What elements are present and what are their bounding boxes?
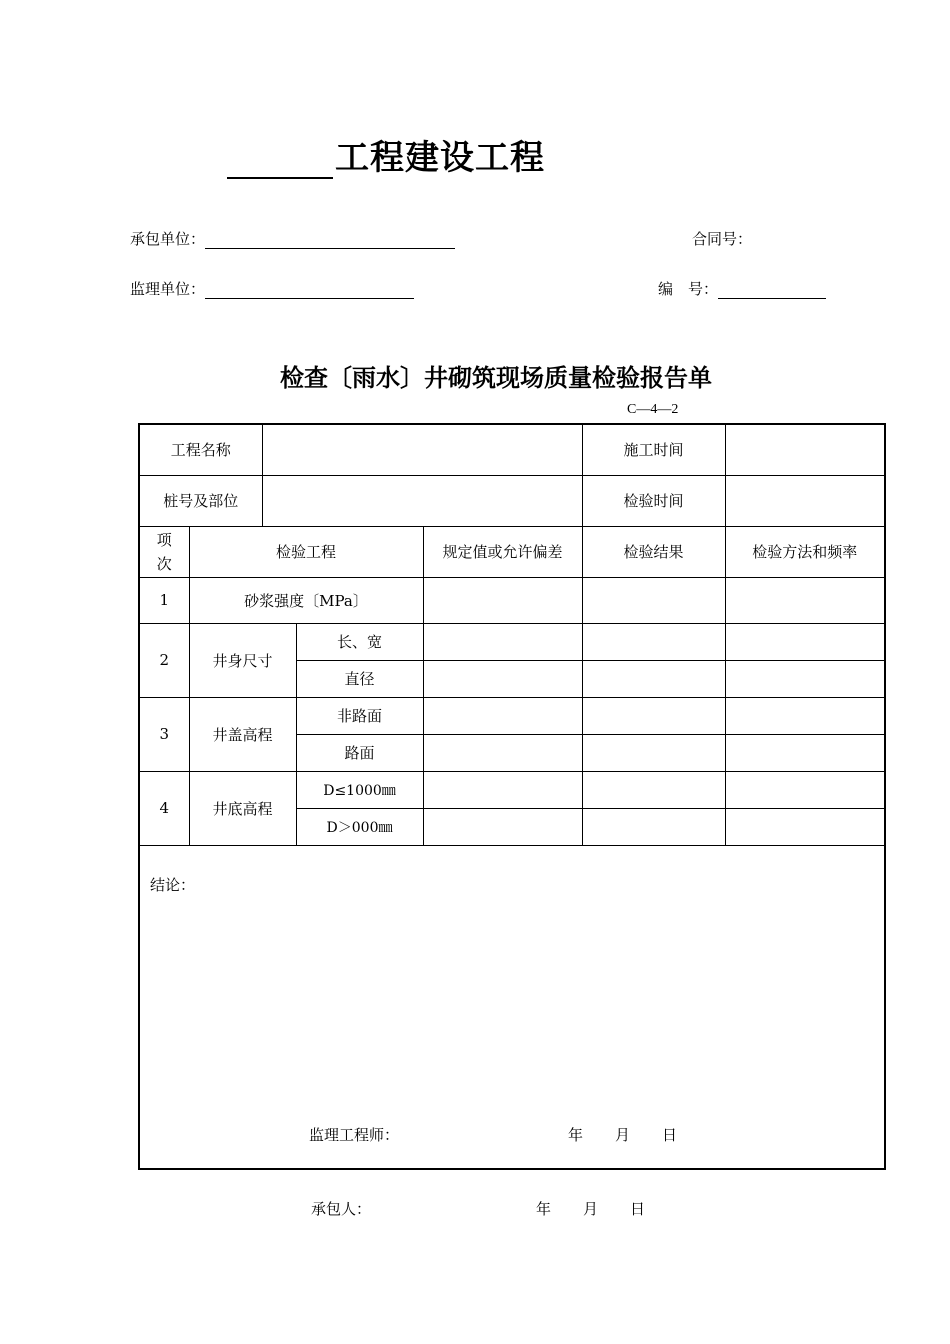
day-label: 日 [662, 1125, 678, 1144]
station-label: 桩号及部位 [139, 475, 262, 526]
conclusion-label: 结论： [150, 875, 196, 894]
year-label: 年 [536, 1200, 552, 1218]
row-no: 1 [139, 577, 189, 623]
method-cell[interactable] [725, 577, 885, 623]
header-result: 检验结果 [582, 526, 725, 577]
row-sub: 长、宽 [296, 623, 423, 660]
month-label: 月 [615, 1125, 631, 1144]
form-code: C—4—2 [627, 402, 679, 417]
contractor-date [536, 1198, 677, 1219]
spec-cell[interactable] [423, 734, 582, 771]
spec-cell[interactable] [423, 771, 582, 808]
contract-no-field [692, 228, 752, 249]
result-cell[interactable] [582, 577, 725, 623]
row-name: 井身尺寸 [189, 623, 296, 697]
spec-cell[interactable] [423, 660, 582, 697]
table-row [139, 577, 885, 623]
conclusion-cell[interactable] [139, 845, 885, 1169]
contractor-field [130, 228, 455, 249]
result-cell[interactable] [582, 771, 725, 808]
row-sub: 非路面 [296, 697, 423, 734]
station-value[interactable] [262, 475, 582, 526]
method-cell[interactable] [725, 623, 885, 660]
contract-no-label: 合同号： [692, 230, 753, 248]
supervisor-input-line[interactable] [205, 282, 414, 299]
row-sub: D＞000㎜ [296, 808, 423, 845]
number-field [658, 278, 826, 299]
result-cell[interactable] [582, 697, 725, 734]
row-no: 3 [139, 697, 189, 771]
row-sub: 直径 [296, 660, 423, 697]
table-row [139, 697, 885, 734]
result-cell[interactable] [582, 660, 725, 697]
supervisor-engineer-label: 监理工程师： [309, 1125, 400, 1144]
method-cell[interactable] [725, 697, 885, 734]
contractor-label: 承包单位： [130, 230, 206, 248]
title-text: 工程建设工程 [335, 138, 545, 178]
spec-cell[interactable] [423, 577, 582, 623]
month-label: 月 [583, 1200, 599, 1218]
result-cell[interactable] [582, 808, 725, 845]
table-row [139, 771, 885, 808]
document-title [227, 130, 545, 179]
row-name: 井盖高程 [189, 697, 296, 771]
supervisor-date [568, 1124, 709, 1145]
year-label: 年 [568, 1125, 584, 1144]
header-spec: 规定值或允许偏差 [423, 526, 582, 577]
spec-cell[interactable] [423, 623, 582, 660]
result-cell[interactable] [582, 734, 725, 771]
report-title: 检查〔雨水〕井砌筑现场质量检验报告单 [280, 363, 712, 392]
inspection-time-value[interactable] [725, 475, 885, 526]
header-method: 检验方法和频率 [725, 526, 885, 577]
supervisor-field [130, 278, 414, 299]
table-row [139, 623, 885, 660]
method-cell[interactable] [725, 808, 885, 845]
method-cell[interactable] [725, 660, 885, 697]
row-name: 砂浆强度〔MPa〕 [189, 577, 423, 623]
project-name-label: 工程名称 [139, 424, 262, 475]
title-blank-line [227, 141, 333, 179]
supervisor-label: 监理单位： [130, 280, 206, 298]
inspection-table [138, 423, 886, 1170]
project-name-value[interactable] [262, 424, 582, 475]
row-sub: 路面 [296, 734, 423, 771]
method-cell[interactable] [725, 734, 885, 771]
row-name: 井底高程 [189, 771, 296, 845]
method-cell[interactable] [725, 771, 885, 808]
contractor-input-line[interactable] [205, 232, 455, 249]
result-cell[interactable] [582, 623, 725, 660]
header-item: 项次 [139, 526, 189, 577]
number-input-line[interactable] [718, 282, 826, 299]
construction-time-label: 施工时间 [582, 424, 725, 475]
construction-time-value[interactable] [725, 424, 885, 475]
row-no: 2 [139, 623, 189, 697]
spec-cell[interactable] [423, 808, 582, 845]
row-sub: D≤1000㎜ [296, 771, 423, 808]
contractor-person-label: 承包人： [311, 1200, 372, 1218]
number-label: 编 号： [658, 280, 719, 298]
day-label: 日 [630, 1200, 646, 1218]
spec-cell[interactable] [423, 697, 582, 734]
header-inspection-item: 检验工程 [189, 526, 423, 577]
inspection-time-label: 检验时间 [582, 475, 725, 526]
row-no: 4 [139, 771, 189, 845]
